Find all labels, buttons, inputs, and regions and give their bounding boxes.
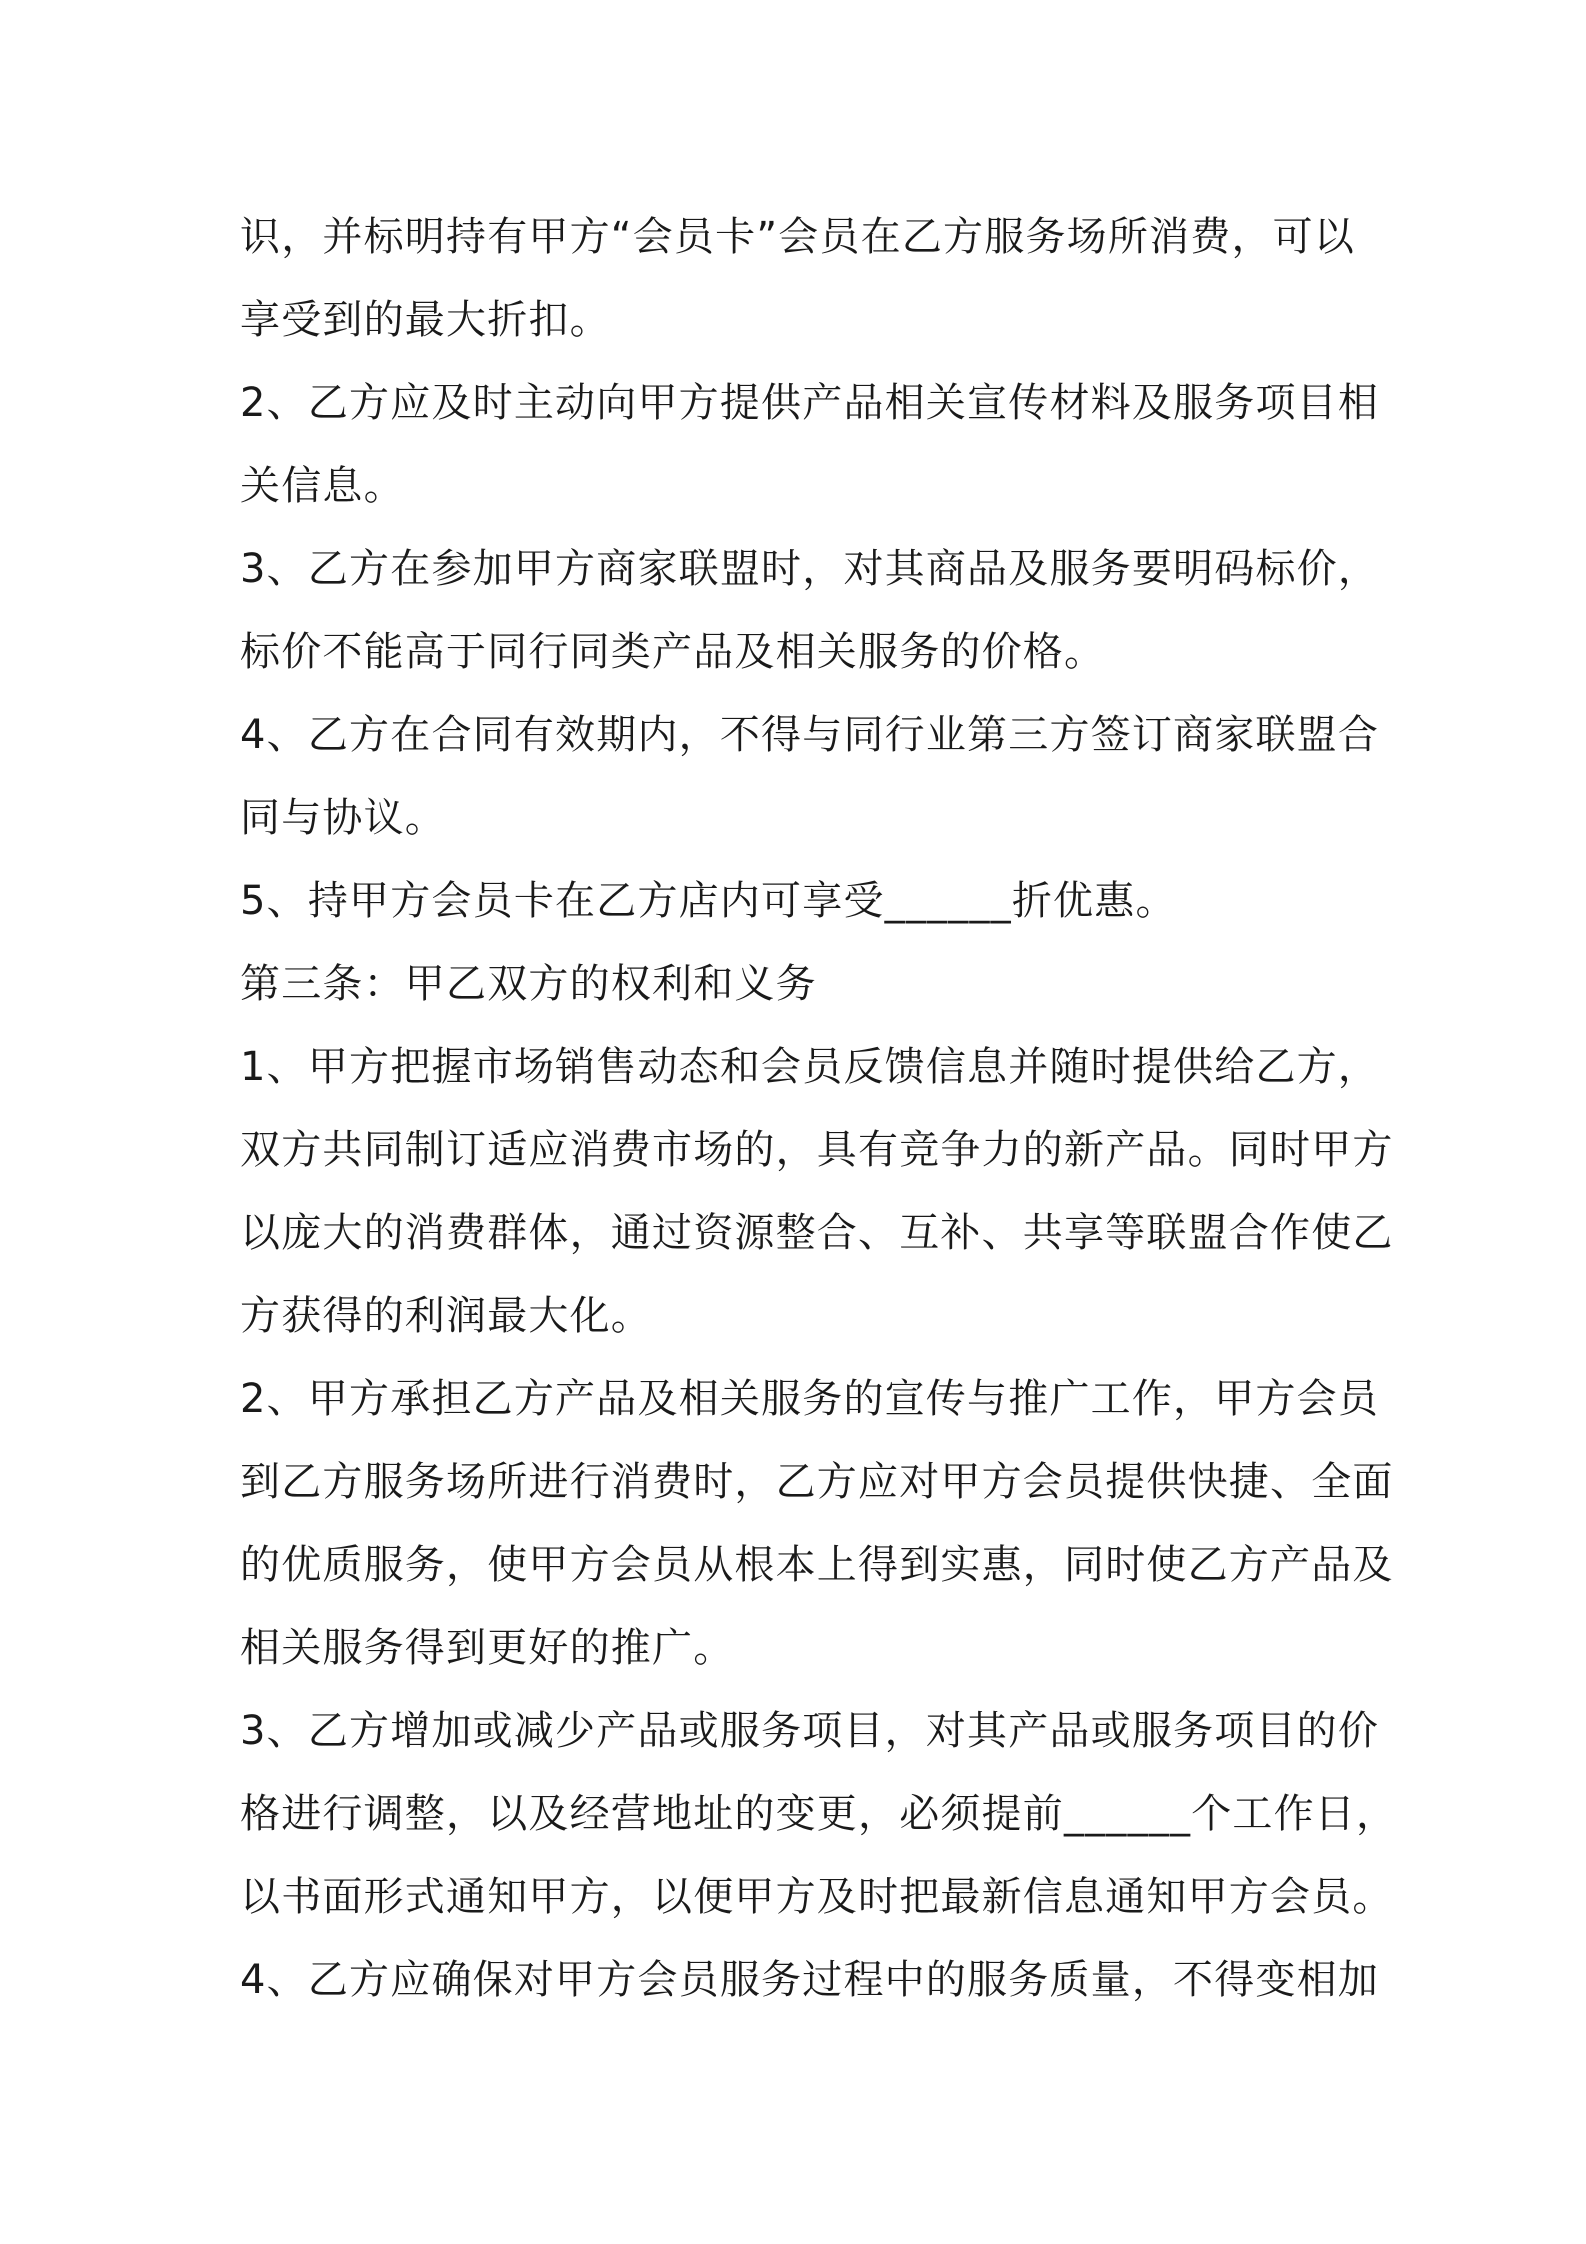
section-heading: 第三条：甲乙双方的权利和义务	[240, 961, 817, 1007]
text-line: 2、乙方应及时主动向甲方提供产品相关宣传材料及服务项目相	[240, 380, 1380, 426]
text-line: 3、乙方在参加甲方商家联盟时，对其商品及服务要明码标价，	[240, 546, 1380, 592]
text-line: 3、乙方增加或减少产品或服务项目，对其产品或服务项目的价	[240, 1708, 1380, 1754]
text-line: 享受到的最大折扣。	[240, 297, 611, 343]
text-line: 识，并标明持有甲方“会员卡”会员在乙方服务场所消费，可以	[240, 214, 1356, 260]
text-line: 到乙方服务场所进行消费时，乙方应对甲方会员提供快捷、全面	[240, 1459, 1394, 1505]
text-line: 以庞大的消费群体，通过资源整合、互补、共享等联盟合作使乙	[240, 1210, 1394, 1256]
text-line: 的优质服务，使甲方会员从根本上得到实惠，同时使乙方产品及	[240, 1542, 1394, 1588]
text-line: 4、乙方应确保对甲方会员服务过程中的服务质量，不得变相加	[240, 1957, 1380, 2003]
text-line: 5、持甲方会员卡在乙方店内可享受______折优惠。	[240, 878, 1177, 924]
document-body	[240, 196, 1398, 2022]
text-line: 4、乙方在合同有效期内，不得与同行业第三方签订商家联盟合	[240, 712, 1380, 758]
text-line: 以书面形式通知甲方，以便甲方及时把最新信息通知甲方会员。	[240, 1874, 1394, 1920]
text-line: 2、甲方承担乙方产品及相关服务的宣传与推广工作，甲方会员	[240, 1376, 1380, 1422]
text-line: 同与协议。	[240, 795, 446, 841]
text-line: 方获得的利润最大化。	[240, 1293, 652, 1339]
text-line: 标价不能高于同行同类产品及相关服务的价格。	[240, 629, 1106, 675]
text-line: 1、甲方把握市场销售动态和会员反馈信息并随时提供给乙方，	[240, 1044, 1380, 1090]
text-line: 关信息。	[240, 463, 405, 509]
text-line: 双方共同制订适应消费市场的，具有竞争力的新产品。同时甲方	[240, 1127, 1394, 1173]
text-line: 相关服务得到更好的推广。	[240, 1625, 735, 1671]
text-line: 格进行调整，以及经营地址的变更，必须提前______个工作日，	[240, 1791, 1398, 1837]
